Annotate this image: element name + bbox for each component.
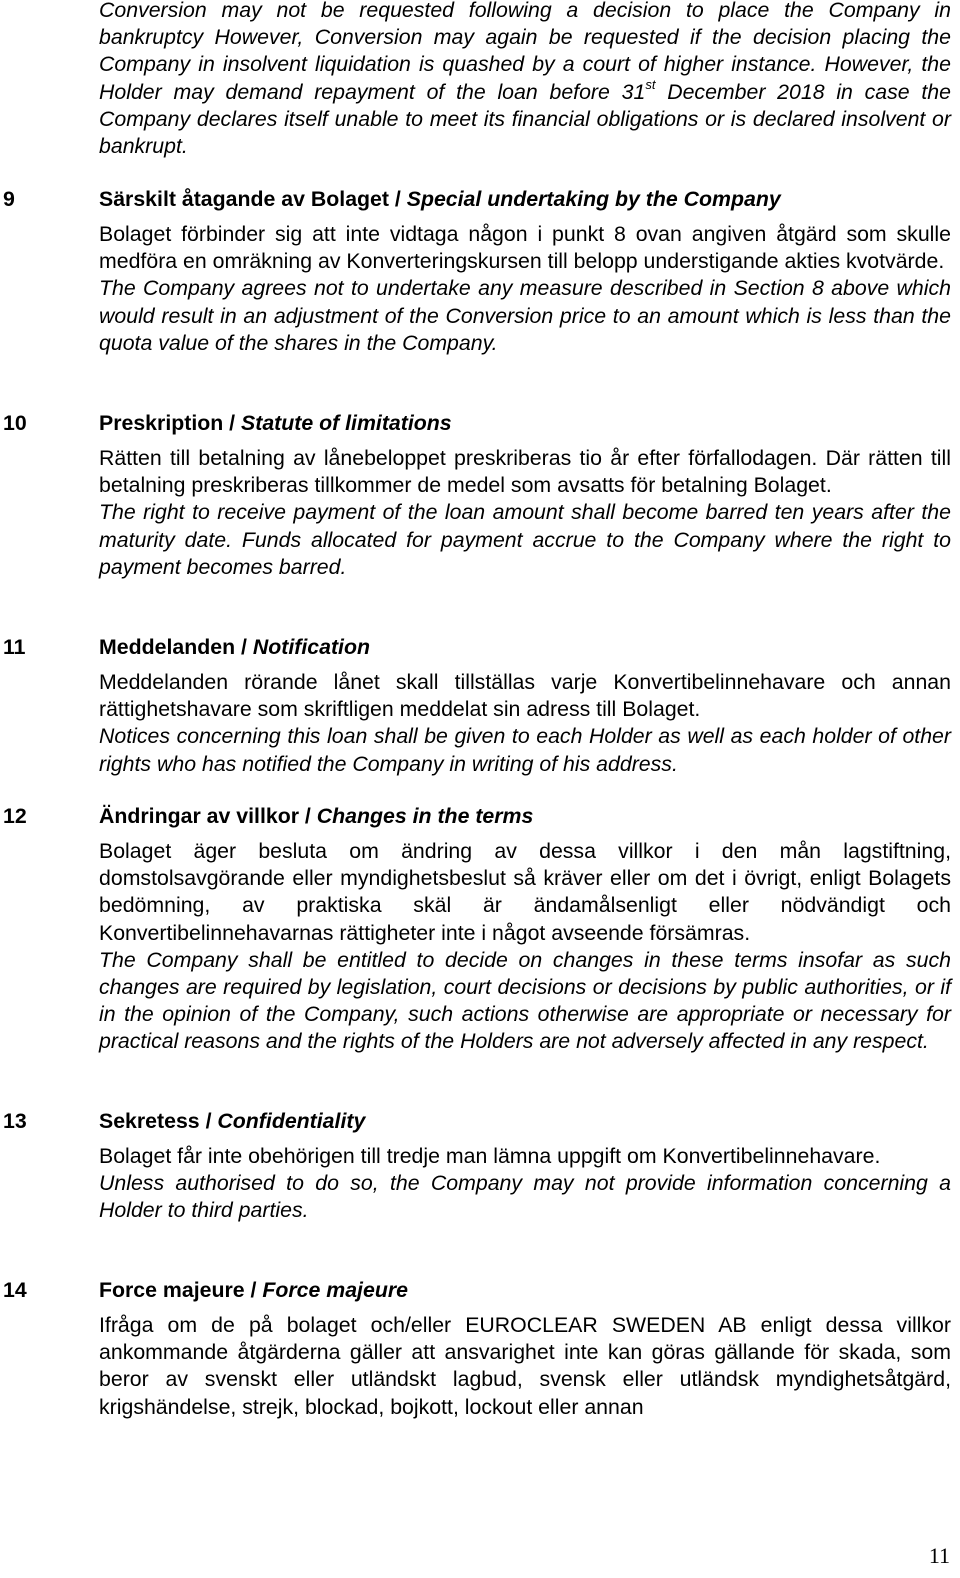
- section-body: [99, 1143, 951, 1225]
- intro-text-3: December 2018 in case the Company declares itself unable to meet its financial obligations or is declared insolvent or bankrupt.: [99, 79, 951, 159]
- section-heading: [0, 1277, 960, 1304]
- section-title-en: Changes in the terms: [316, 804, 534, 828]
- section-9: [0, 186, 960, 357]
- section-13: [0, 1108, 960, 1225]
- section-title-en: Statute of limitations: [241, 411, 452, 435]
- section-title-en: Special undertaking by the Company: [406, 187, 781, 211]
- section-title: [99, 803, 533, 830]
- section-body: [99, 445, 951, 581]
- page-number: 11: [928, 1543, 950, 1568]
- section-body: [99, 221, 951, 357]
- intro-text-1: Conversion may not be requested following a decision to place the Company in bankruptcy However, Conversion may again be requested if the decision placing the Company in insolvent liquidation is quashed by a court of higher instance.: [99, 0, 951, 77]
- swedish-paragraph: Ifråga om de på bolaget och/eller EUROCLEAR SWEDEN AB enligt dessa villkor ankommande åtgärderna gäller att ansvarighet inte kan göras gällande för skada, som beror av svenskt eller utländskt lagbud, svensk eller utländsk myndighetsåtgärd, krigshändelse, strejk, blockad, bojkott, lockout eller annan: [99, 1313, 951, 1419]
- section-title: [99, 634, 370, 661]
- section-number: 13: [3, 1109, 27, 1133]
- section-number: 11: [3, 635, 26, 659]
- section-heading: [0, 1108, 960, 1135]
- section-title-sv: Meddelanden /: [99, 635, 253, 659]
- section-10: [0, 410, 960, 581]
- section-title: [99, 410, 452, 437]
- section-title-sv: Ändringar av villkor /: [99, 804, 317, 828]
- section-title-sv: Särskilt åtagande av Bolaget /: [99, 187, 407, 211]
- intro-superscript: st: [645, 76, 656, 92]
- section-title-en: Notification: [252, 635, 370, 659]
- english-paragraph: The right to receive payment of the loan amount shall become barred ten years after the maturity date. Funds allocated for payment accrue to the Company where the right to payment becomes barred.: [99, 500, 951, 579]
- english-paragraph: Unless authorised to do so, the Company may not provide information concerning a Holder to third parties.: [99, 1171, 951, 1223]
- section-body: [99, 1312, 951, 1421]
- section-title: [99, 1108, 365, 1135]
- swedish-paragraph: Bolaget äger besluta om ändring av dessa villkor i den mån lagstiftning, domstolsavgörande eller myndighetsbeslut så kräver eller om det i övrigt, enligt Bolagets bedömning, av praktiska skäl är ändamålsenligt eller nödvändigt och Konvertibelinnehavarnas rättigheter inte i något avseende försämras.: [99, 839, 951, 945]
- intro-block: [99, 0, 951, 160]
- section-number: 12: [3, 804, 27, 828]
- section-11: [0, 634, 960, 778]
- intro-text-2: However, the Holder may demand repayment of the loan before 31: [99, 52, 951, 104]
- section-title: [99, 186, 781, 213]
- section-number: 10: [3, 411, 27, 435]
- english-paragraph: The Company shall be entitled to decide on changes in these terms insofar as such changes are required by legislation, court decisions or decisions by public authorities, or if in the opinion of the Company, such actions otherwise are appropriate or necessary for practical reasons and the rights of the Holders are not adversely affected in any respect.: [99, 947, 951, 1054]
- swedish-paragraph: Meddelanden rörande lånet skall tillställas varje Konvertibelinnehavare och annan rättighetshavare som skriftligen meddelat sin adress till Bolaget.: [99, 670, 951, 722]
- section-heading: [0, 410, 960, 437]
- swedish-paragraph: Rätten till betalning av lånebeloppet preskriberas tio år efter förfallodagen. Där rätten till betalning preskriberas tillkommer de medel som avsatts för betalning Bolaget.: [99, 446, 951, 498]
- english-paragraph: The Company agrees not to undertake any measure described in Section 8 above which would result in an adjustment of the Conversion price to an amount which is less than the quota value of the shares in the Company.: [99, 276, 951, 355]
- intro-paragraph-conversion: [99, 0, 951, 160]
- section-title-en: Force majeure: [262, 1278, 408, 1302]
- section-heading: [0, 186, 960, 213]
- swedish-paragraph: Bolaget förbinder sig att inte vidtaga någon i punkt 8 ovan angiven åtgärd som skulle medföra en omräkning av Konverteringskursen till belopp understigande akties kvotvärde.: [99, 222, 951, 274]
- section-title-sv: Sekretess /: [99, 1109, 218, 1133]
- section-heading: [0, 634, 960, 661]
- section-body: [99, 669, 951, 778]
- swedish-paragraph: Bolaget får inte obehörigen till tredje man lämna uppgift om Konvertibelinnehavare.: [99, 1144, 881, 1168]
- section-title: [99, 1277, 408, 1304]
- section-number: 14: [3, 1278, 27, 1302]
- section-title-en: Confidentiality: [217, 1109, 366, 1133]
- section-body: [99, 838, 951, 1056]
- section-heading: [0, 803, 960, 830]
- section-title-sv: Force majeure /: [99, 1278, 263, 1302]
- english-paragraph: Notices concerning this loan shall be given to each Holder as well as each holder of other rights who has notified the Company in writing of his address.: [99, 724, 951, 776]
- section-number: 9: [3, 187, 15, 211]
- section-title-sv: Preskription /: [99, 411, 242, 435]
- section-14: [0, 1277, 960, 1421]
- section-12: [0, 803, 960, 1056]
